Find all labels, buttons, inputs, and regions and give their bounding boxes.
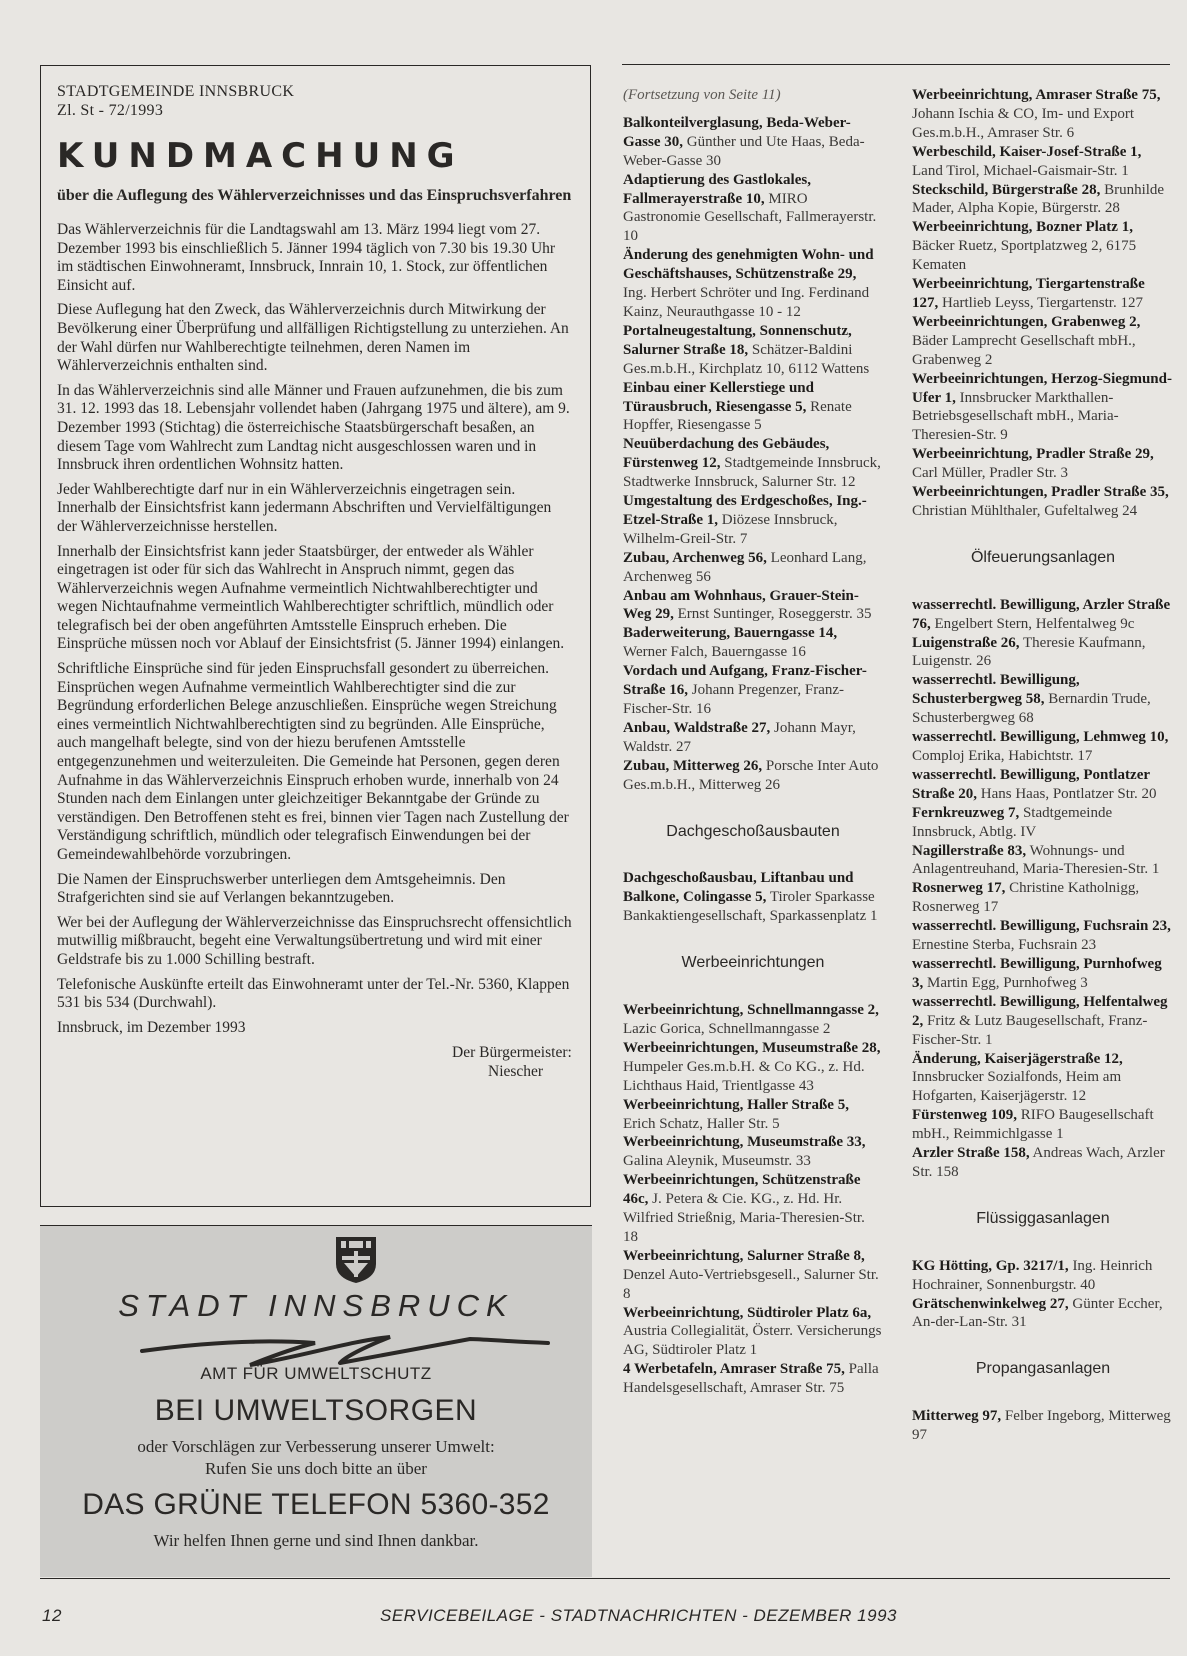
listing-entry: [912, 842, 1174, 880]
entry-location: Mitterweg 97,: [912, 1408, 1002, 1425]
signer-title: Der Bürgermeister:: [452, 1044, 572, 1062]
entry-location: Grätschenwinkelweg 27,: [912, 1295, 1069, 1312]
entry-owner: Werner Falch, Bauerngasse 16: [623, 644, 806, 661]
section-heading: Propangasanlagen: [975, 1360, 1111, 1378]
ad-city-name: STADT INNSBRUCK: [118, 1288, 514, 1323]
listing-entry: [912, 596, 1174, 634]
entry-owner: Schätzer-Baldini Ges.m.b.H., Kirchplatz 10, 6112 Wattens: [623, 341, 870, 377]
authority: STADTGEMEINDE INNSBRUCK: [57, 83, 295, 100]
entry-location: Portalneugestaltung, Sonnenschutz, Salurner Straße 18,: [623, 322, 852, 358]
entry-location: Anbau am Wohnhaus, Grauer-Stein-Weg 29,: [623, 587, 859, 623]
entry-location: Anbau, Waldstraße 27,: [623, 719, 771, 736]
entry-owner: Palla Handelsgesellschaft, Amraser Str. 75: [623, 1361, 879, 1397]
listing-entry: [912, 1050, 1174, 1107]
listing-entry: [623, 1360, 883, 1398]
listing-entry: [623, 435, 883, 492]
entry-location: Luigenstraße 26,: [912, 634, 1020, 651]
entry-owner: Stadtgemeinde Innsbruck, Stadtwerke Innsbruck, Salurner Str. 12: [623, 455, 881, 491]
listing-entry: [912, 1295, 1174, 1333]
listing-entry: [623, 114, 883, 171]
listing-entry: [623, 587, 883, 625]
entry-owner: Carl Müller, Pradler Str. 3: [912, 465, 1069, 482]
entry-location: Adaptierung des Gastlokales, Fallmerayerstraße 10,: [623, 171, 811, 207]
listing-entry: [623, 1133, 883, 1171]
section-heading: Ölfeuerungsanlagen: [970, 548, 1116, 566]
page-number: 12: [42, 1606, 62, 1625]
entry-location: Änderung, Kaiserjägerstraße 12,: [912, 1050, 1123, 1067]
listing-entry: [912, 879, 1174, 917]
entry-owner: Günther und Ute Haas, Beda-Weber-Gasse 30: [623, 133, 865, 169]
entry-location: Arzler Straße 158,: [912, 1145, 1030, 1162]
listing-entry: [912, 993, 1174, 1050]
entry-location: Vordach und Aufgang, Franz-Fischer-Straße 16,: [623, 663, 867, 699]
listing-entry: [623, 1171, 883, 1247]
listing-entry: [623, 379, 883, 436]
entry-location: Zubau, Archenweg 56,: [623, 549, 767, 566]
announcement-title: KUNDMACHUNG: [57, 136, 464, 176]
entry-owner: Fritz & Lutz Baugesellschaft, Franz-Fischer-Str. 1: [912, 1012, 1148, 1048]
entry-owner: Tiroler Sparkasse Bankaktiengesellschaft, Sparkassenplatz 1: [623, 889, 878, 925]
paragraph: In das Wählerverzeichnis sind alle Männer und Frauen aufzunehmen, die bis zum 31. 12. 1993 das 18. Lebensjahr vollendet haben (Jahrgang 1975 und ältere), am 9. Dezember 1993 (Stichtag) die österreichische Staatsbürgerschaft besaßen, an diesem Tage vom Wahlrecht zum Landtag nicht ausgeschlossen waren und in Innsbruck ihren ordentlichen Wohnsitz hatten.: [57, 381, 570, 474]
entry-location: Einbau einer Kellerstiege und Türausbruch, Riesengasse 5,: [623, 379, 814, 415]
signer-name: Niescher: [488, 1063, 544, 1081]
listing-entry: [623, 492, 883, 549]
listing-entry: [912, 1407, 1174, 1445]
entry-list: [623, 114, 883, 795]
paragraph: Die Namen der Einspruchswerber unterliegen dem Amtsgeheimnis. Den Strafgerichten sind sie auf Verlangen bekanntzugeben.: [57, 870, 506, 907]
entry-location: Rosnerweg 17,: [912, 880, 1006, 897]
entry-owner: Diözese Innsbruck, Wilhelm-Greil-Str. 7: [623, 511, 838, 547]
listing-entry: [912, 370, 1174, 446]
ad-text: [40, 1436, 592, 1480]
announcement-box: [40, 65, 591, 1207]
entry-location: wasserrechtl. Bewilligung, Helfentalweg 2,: [912, 993, 1168, 1029]
entry-owner: Renate Hopffer, Riesengasse 5: [623, 398, 852, 434]
paragraph: Schriftliche Einsprüche sind für jeden Einspruchsfall gesondert zu überreichen. Einsprüchen wegen Aufnahme vermeintlich Wahlberechtigter sind die zur Begründung erforderlichen Belege anzuschließen. Einsprüche wegen Streichung eines vermeintlich Nichtwahlberechtigten sind zu begründen. Alle Einsprüche, auch mangelhaft belegte, sind von der hiezu berufenen Amtsstelle entgegenzunehmen und weiterzuleiten. Die Gemeinde hat Personen, gegen deren Aufnahme in das Wählerverzeichnis Einspruch erhoben wurde, innerhalb von 24 Stunden nach dem Einlangen unter gleichzeitiger Bekanntgabe der Gründe zu verständigen. Den Betroffenen steht es frei, binnen vier Tagen nach Zustellung der Verständigung schriftlich, mündlich oder telegrafisch Einwendungen bei der Gemeindewahlbehörde vorzubringen.: [57, 660, 569, 863]
entry-owner: Ernst Suntinger, Roseggerstr. 35: [673, 606, 872, 623]
entry-location: wasserrechtl. Bewilligung, Lehmweg 10,: [912, 729, 1169, 746]
listing-entry: [912, 955, 1174, 993]
entry-owner: Hartlieb Leyss, Tiergartenstr. 127: [938, 294, 1143, 311]
entry-location: wasserrechtl. Bewilligung, Arzler Straße 76,: [912, 596, 1171, 632]
listing-entry: [912, 917, 1174, 955]
entry-list: [912, 1407, 1174, 1445]
listing-entry: [623, 246, 883, 322]
listing-entry: [623, 1304, 883, 1361]
entry-location: Änderung des genehmigten Wohn- und Geschäftshauses, Schützenstraße 29,: [623, 247, 874, 283]
bottom-rule: [40, 1578, 1170, 1579]
announcement-subtitle: über die Auflegung des Wählerverzeichnisses und das Einspruchsverfahren: [57, 187, 572, 204]
entry-location: Nagillerstraße 83,: [912, 842, 1027, 859]
entry-list: [912, 1257, 1174, 1333]
entry-owner: Felber Ingeborg, Mitterweg 97: [912, 1408, 1171, 1444]
top-rule: [622, 64, 1170, 65]
listing-entry: [623, 171, 883, 247]
entry-list: [623, 869, 883, 926]
entry-owner: Porsche Inter Auto Ges.m.b.H., Mitterweg 26: [623, 757, 879, 793]
ad-department: AMT FÜR UMWELTSCHUTZ: [200, 1364, 432, 1383]
entry-owner: Stadtgemeinde Innsbruck, Abtlg. IV: [912, 804, 1113, 840]
entry-location: Werbeeinrichtungen, Museumstraße 28,: [623, 1039, 881, 1056]
city-crest-icon: [332, 1234, 380, 1284]
listing-entry: [623, 662, 883, 719]
entry-location: Werbeeinrichtung, Amraser Straße 75,: [912, 87, 1161, 103]
entry-owner: Wohnungs- und Anlagentreuhand, Maria-Theresien-Str. 1: [912, 842, 1160, 878]
entry-location: Werbeeinrichtungen, Grabenweg 2,: [912, 313, 1141, 330]
entry-location: Werbeeinrichtung, Südtiroler Platz 6a,: [623, 1304, 872, 1321]
listing-entry: [912, 766, 1174, 804]
ad-text-line2: Rufen Sie uns doch bitte an über: [205, 1459, 427, 1478]
listing-column-1: [623, 86, 883, 1398]
listing-entry: [912, 313, 1174, 370]
ad-phone: DAS GRÜNE TELEFON 5360-352: [82, 1488, 550, 1521]
paragraph: Wer bei der Auflegung der Wählerverzeichnisse das Einspruchsrecht offensichtlich mutwillig mißbraucht, begeht eine Verwaltungsübertretung und wird mit einer Geldstrafe bis zu 1.000 Schilling bestraft.: [57, 913, 572, 968]
entry-location: Werbeschild, Kaiser-Josef-Straße 1,: [912, 143, 1142, 160]
entry-location: Werbeeinrichtungen, Herzog-Siegmund-Ufer 1,: [912, 370, 1172, 406]
entry-owner: Christian Mühlthaler, Gufeltalweg 24: [912, 502, 1138, 519]
listing-entry: [912, 218, 1174, 275]
continuation-note: (Fortsetzung von Seite 11): [623, 87, 781, 103]
listing-entry: [912, 275, 1174, 313]
ad-headline: BEI UMWELTSORGEN: [154, 1394, 478, 1427]
entry-location: Werbeeinrichtung, Bozner Platz 1,: [912, 219, 1133, 236]
entry-owner: Christine Katholnigg, Rosnerweg 17: [912, 880, 1140, 916]
entry-location: wasserrechtl. Bewilligung, Schusterbergweg 58,: [912, 672, 1080, 708]
section-heading: Werbeeinrichtungen: [681, 954, 825, 972]
entry-owner: Erich Schatz, Haller Str. 5: [623, 1115, 780, 1132]
entry-owner: Bäcker Ruetz, Sportplatzweg 2, 6175 Kematen: [912, 238, 1137, 274]
entry-location: Werbeeinrichtung, Museumstraße 33,: [623, 1134, 866, 1151]
paragraph: Innerhalb der Einsichtsfrist kann jeder Staatsbürger, der entweder als Wähler eingetragen ist oder für sich das Wahlrecht in Anspruch nimmt, gegen das Wählerverzeichnis wegen Aufnahme vermeintlich Nichtwahlberechtigter und wegen Nichtaufnahme vermeintlich Wahlberechtigter schriftlich, mündlich oder telegrafisch bei der oben angeführten Amtsstelle Einspruch erheben. Die Einsprüche müssen noch vor Ablauf der Einsichtsfrist (5. Jänner 1994) einlangen.: [57, 542, 565, 653]
entry-owner: Brunhilde Mader, Alpha Kopie, Bürgerstr. 28: [912, 181, 1165, 217]
entry-owner: Leonhard Lang, Archenweg 56: [623, 549, 867, 585]
entry-owner: Martin Egg, Purnhofweg 3: [923, 974, 1088, 991]
listing-entry: [912, 728, 1174, 766]
entry-owner: Johann Pregenzer, Franz-Fischer-Str. 16: [623, 682, 845, 717]
listing-entry: [912, 143, 1174, 181]
listing-entry: [912, 181, 1174, 219]
entry-location: Balkonteilverglasung, Beda-Weber-Gasse 30,: [623, 114, 851, 150]
listing-entry: [623, 719, 883, 757]
listing-entry: [912, 804, 1174, 842]
entry-owner: Bäder Lamprecht Gesellschaft mbH., Grabenweg 2: [912, 332, 1136, 368]
section-heading: Flüssiggasanlagen: [976, 1209, 1110, 1227]
paragraph: Telefonische Auskünfte erteilt das Einwohneramt unter der Tel.-Nr. 5360, Klappen 531 bis 534 (Durchwahl).: [57, 975, 570, 1012]
listing-entry: [912, 483, 1174, 521]
listing-entry: [623, 322, 883, 379]
listing-entry: [623, 1039, 883, 1096]
listing-entry: [623, 549, 883, 587]
listing-entry: [912, 671, 1174, 728]
listing-entry: [912, 1106, 1174, 1144]
entry-owner: Engelbert Stern, Helfentalweg 9c: [930, 615, 1135, 632]
entry-owner: Andreas Wach, Arzler Str. 158: [912, 1145, 1165, 1180]
entry-owner: RIFO Baugesellschaft mbH., Reimmichlgasse 1: [912, 1107, 1154, 1143]
listing-entry: [912, 445, 1174, 483]
entry-owner: Hans Haas, Pontlatzer Str. 20: [977, 785, 1157, 802]
entry-location: Werbeeinrichtungen, Schützenstraße 46c,: [623, 1172, 861, 1208]
entry-list: [623, 1001, 883, 1398]
listing-entry: [912, 1257, 1174, 1295]
listing-entry: [912, 1144, 1174, 1182]
entry-location: Werbeeinrichtung, Pradler Straße 29,: [912, 446, 1154, 463]
place-date: Innsbruck, im Dezember 1993: [57, 1018, 246, 1036]
entry-owner: Denzel Auto-Vertriebsgesell., Salurner Str. 8: [623, 1266, 879, 1302]
entry-owner: Ing. Heinrich Hochrainer, Sonnenburgstr. 40: [912, 1257, 1153, 1293]
entry-owner: Bernardin Trude, Schusterbergweg 68: [912, 691, 1151, 727]
paragraph: Jeder Wahlberechtigte darf nur in ein Wählerverzeichnis eingetragen sein. Innerhalb der Einsichtsfrist kann jedermann Abschriften und Vervielfältigungen der Wählerverzeichnisse herstellen.: [57, 480, 552, 535]
listing-entry: [912, 86, 1174, 143]
entry-owner: Austria Collegialität, Österr. Versicherungs AG, Südtiroler Platz 1: [623, 1323, 882, 1359]
entry-owner: Johann Ischia & CO, Im- und Export Ges.m.b.H., Amraser Str. 6: [912, 105, 1135, 141]
environment-ad: [40, 1225, 592, 1577]
entry-location: Umgestaltung des Erdgeschoßes, Ing.-Etzel-Straße 1,: [623, 493, 867, 528]
entry-owner: Galina Aleynik, Museumstr. 33: [623, 1153, 811, 1170]
entry-location: wasserrechtl. Bewilligung, Fuchsrain 23,: [912, 918, 1171, 935]
listing-entry: [623, 1247, 883, 1304]
listing-entry: [623, 624, 883, 662]
entry-owner: Lazic Gorica, Schnellmanngasse 2: [623, 1020, 831, 1037]
entry-owner: Innsbrucker Sozialfonds, Heim am Hofgarten, Kaiserjägerstr. 12: [912, 1069, 1122, 1105]
entry-owner: J. Petera & Cie. KG., z. Hd. Hr. Wilfried Strießnig, Maria-Theresien-Str. 18: [623, 1191, 865, 1245]
entry-location: Baderweiterung, Bauerngasse 14,: [623, 625, 838, 642]
footer-title: SERVICEBEILAGE - STADTNACHRICHTEN - DEZEMBER 1993: [380, 1606, 897, 1625]
ad-footer: Wir helfen Ihnen gerne und sind Ihnen dankbar.: [153, 1531, 479, 1550]
entry-location: KG Hötting, Gp. 3217/1,: [912, 1257, 1069, 1274]
entry-location: Neuüberdachung des Gebäudes, Fürstenweg 12,: [623, 436, 830, 472]
entry-location: wasserrechtl. Bewilligung, Pontlatzer Straße 20,: [912, 766, 1150, 802]
entry-list: [912, 596, 1174, 1182]
paragraph: Das Wählerverzeichnis für die Landtagswahl am 13. März 1994 liegt vom 27. Dezember 1993 bis einschließlich 5. Jänner 1994 täglich von 7.30 bis 19.30 Uhr im städtischen Einwohneramt, Innsbruck, Innrain 10, 1. Stock, zur öffentlichen Einsicht auf.: [57, 221, 556, 294]
signature-block: [452, 1043, 572, 1081]
entry-location: Dachgeschoßausbau, Liftanbau und Balkone, Colingasse 5,: [623, 870, 854, 906]
entry-owner: Günter Eccher, An-der-Lan-Str. 31: [912, 1295, 1163, 1331]
entry-location: 4 Werbetafeln, Amraser Straße 75,: [623, 1361, 845, 1378]
entry-list: [912, 86, 1174, 521]
entry-owner: Humpeler Ges.m.b.H. & Co KG., z. Hd. Lichthaus Haid, Trientlgasse 43: [623, 1058, 865, 1094]
entry-location: Werbeeinrichtung, Schnellmanngasse 2,: [623, 1002, 879, 1019]
entry-location: Fernkreuzweg 7,: [912, 804, 1020, 821]
listing-entry: [623, 757, 883, 795]
listing-entry: [623, 1096, 883, 1134]
section-heading: Dachgeschoßausbauten: [666, 822, 840, 840]
paragraph: Diese Auflegung hat den Zweck, das Wählerverzeichnis durch Mitwirkung der Bevölkerung einer Überprüfung und allfälligen Richtigstellung zu unterziehen. An der Wahl dürfen nur Wahlberechtigte teilnehmen, deren Namen im Wählerverzeichnis enthalten sind.: [57, 301, 569, 375]
entry-location: Fürstenweg 109,: [912, 1107, 1017, 1124]
entry-owner: Comploj Erika, Habichtstr. 17: [912, 748, 1093, 764]
entry-owner: Innsbrucker Markthallen-Betriebsgesellschaft mbH., Maria-Theresien-Str. 9: [912, 389, 1119, 444]
entry-owner: Theresie Kaufmann, Luigenstr. 26: [912, 634, 1146, 670]
entry-owner: Land Tirol, Michael-Gaismair-Str. 1: [912, 162, 1129, 179]
entry-location: Zubau, Mitterweg 26,: [623, 757, 763, 774]
entry-location: Werbeeinrichtung, Tiergartenstraße 127,: [912, 276, 1145, 311]
entry-owner: Ernestine Sterba, Fuchsrain 23: [912, 937, 1097, 954]
entry-location: wasserrechtl. Bewilligung, Purnhofweg 3,: [912, 955, 1162, 991]
ad-text-line1: oder Vorschlägen zur Verbesserung unserer Umwelt:: [137, 1437, 495, 1456]
listing-entry: [623, 869, 883, 926]
entry-location: Werbeeinrichtungen, Pradler Straße 35,: [912, 484, 1169, 501]
entry-owner: Johann Mayr, Waldstr. 27: [623, 719, 856, 755]
entry-owner: MIRO Gastronomie Gesellschaft, Fallmerayerstr. 10: [623, 190, 877, 245]
listing-entry: [912, 634, 1174, 672]
entry-location: Werbeeinrichtung, Haller Straße 5,: [623, 1096, 849, 1113]
reference-number: Zl. St - 72/1993: [57, 102, 164, 119]
entry-owner: Ing. Herbert Schröter und Ing. Ferdinand Kainz, Neurauthgasse 10 - 12: [623, 285, 870, 320]
entry-location: Werbeeinrichtung, Salurner Straße 8,: [623, 1247, 865, 1264]
entry-location: Steckschild, Bürgerstraße 28,: [912, 181, 1101, 198]
listing-entry: [623, 1001, 883, 1039]
listing-column-2: [912, 86, 1174, 1445]
